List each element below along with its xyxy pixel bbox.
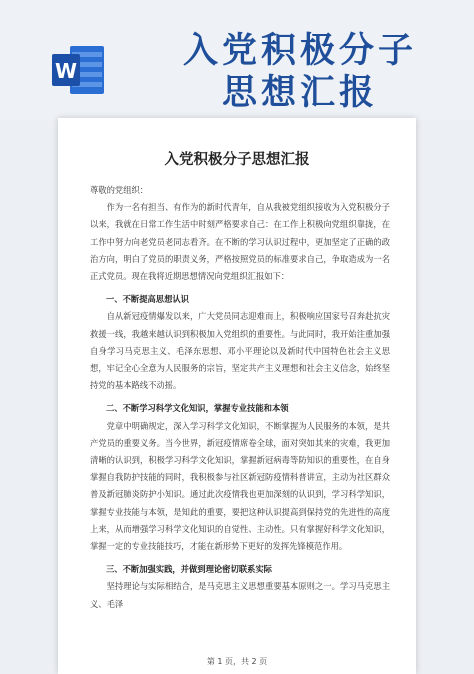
section-3-paragraph: 坚持理论与实际相结合，是马克思主义思想重要基本原则之一。学习马克思主义、毛泽 [90,581,390,609]
banner-title-line2: 思想汇报 [221,73,378,113]
word-icon-letter: W [54,59,78,83]
word-icon [48,40,108,100]
intro-paragraph: 作为一名有担当、有作为的新时代青年，自从我被党组织接收为入党积极分子以来，我就在日常工作生活中时刻严格要求自己：在工作上积极向党组织靠拢，在工作中努力向老党员老同志看齐。在不断的学习认识过程中，更加坚定了正确的政治方向，明白了党员的职责义务，严格按照党员的标准要求自己，争取造成为一名正式党员。现在我将近期思想情况向党组织汇报如下： [90,202,390,282]
banner-title [170,30,430,114]
banner [0,0,474,120]
section-2-paragraph: 党章中明确规定，深入学习科学文化知识，不断掌握为人民服务的本领，是共产党员的重要义务。当今世界，新冠疫情席卷全球，面对突如其来的灾难，我更加清晰的认识到，积极学习科学文化知识，掌握新冠病毒等防知识的重要性，在自身掌握自我防护技能的同时，我积极参与社区新冠防疫情科普讲宣，主动为社区群众普及新冠肺炎防护小知识。通过此次疫情我也更加深刻的认识到，学习科学知识，掌握专业技能与本领，是知此的重要，要把这种认识提高到保持党的先进性的高度上来，从而增强学习科学文化知识的自觉性、主动性。只有掌握好科学文化知识，掌握一定的专业技能技巧，才能在新形势下更好的发挥先锋模范作用。 [90,420,390,552]
document-title: 入党积极分子思想汇报 [164,152,310,168]
document-page [58,118,416,674]
banner-title-line1: 入党积极分子 [182,31,417,71]
section-heading-3: 三、不断加强实践，并做到理论密切联系实际 [106,564,272,575]
section-1-paragraph: 自从新冠疫情爆发以来，广大党员同志迎难而上，积极响应国家号召奔赴抗灾救援一线，我越来越认识到积极加入党组织的重要性。与此同时，我开始注重加强自身学习马克思主义、毛泽东思想、邓小平理论以及新时代中国特色社会主义思想，牢记全心全意为人民服务的宗旨，坚定共产主义理想和社会主义信念，始终坚持党的基本路线不动摇。 [90,311,390,391]
section-heading-2: 二、不断学习科学文化知识，掌握专业技能和本领 [106,403,289,414]
document-body [90,182,390,613]
salutation: 尊敬的党组织： [90,185,149,195]
page-number: 第 1 页，共 2 页 [206,657,268,666]
section-heading-1: 一、不断提高思想认识 [106,294,189,305]
